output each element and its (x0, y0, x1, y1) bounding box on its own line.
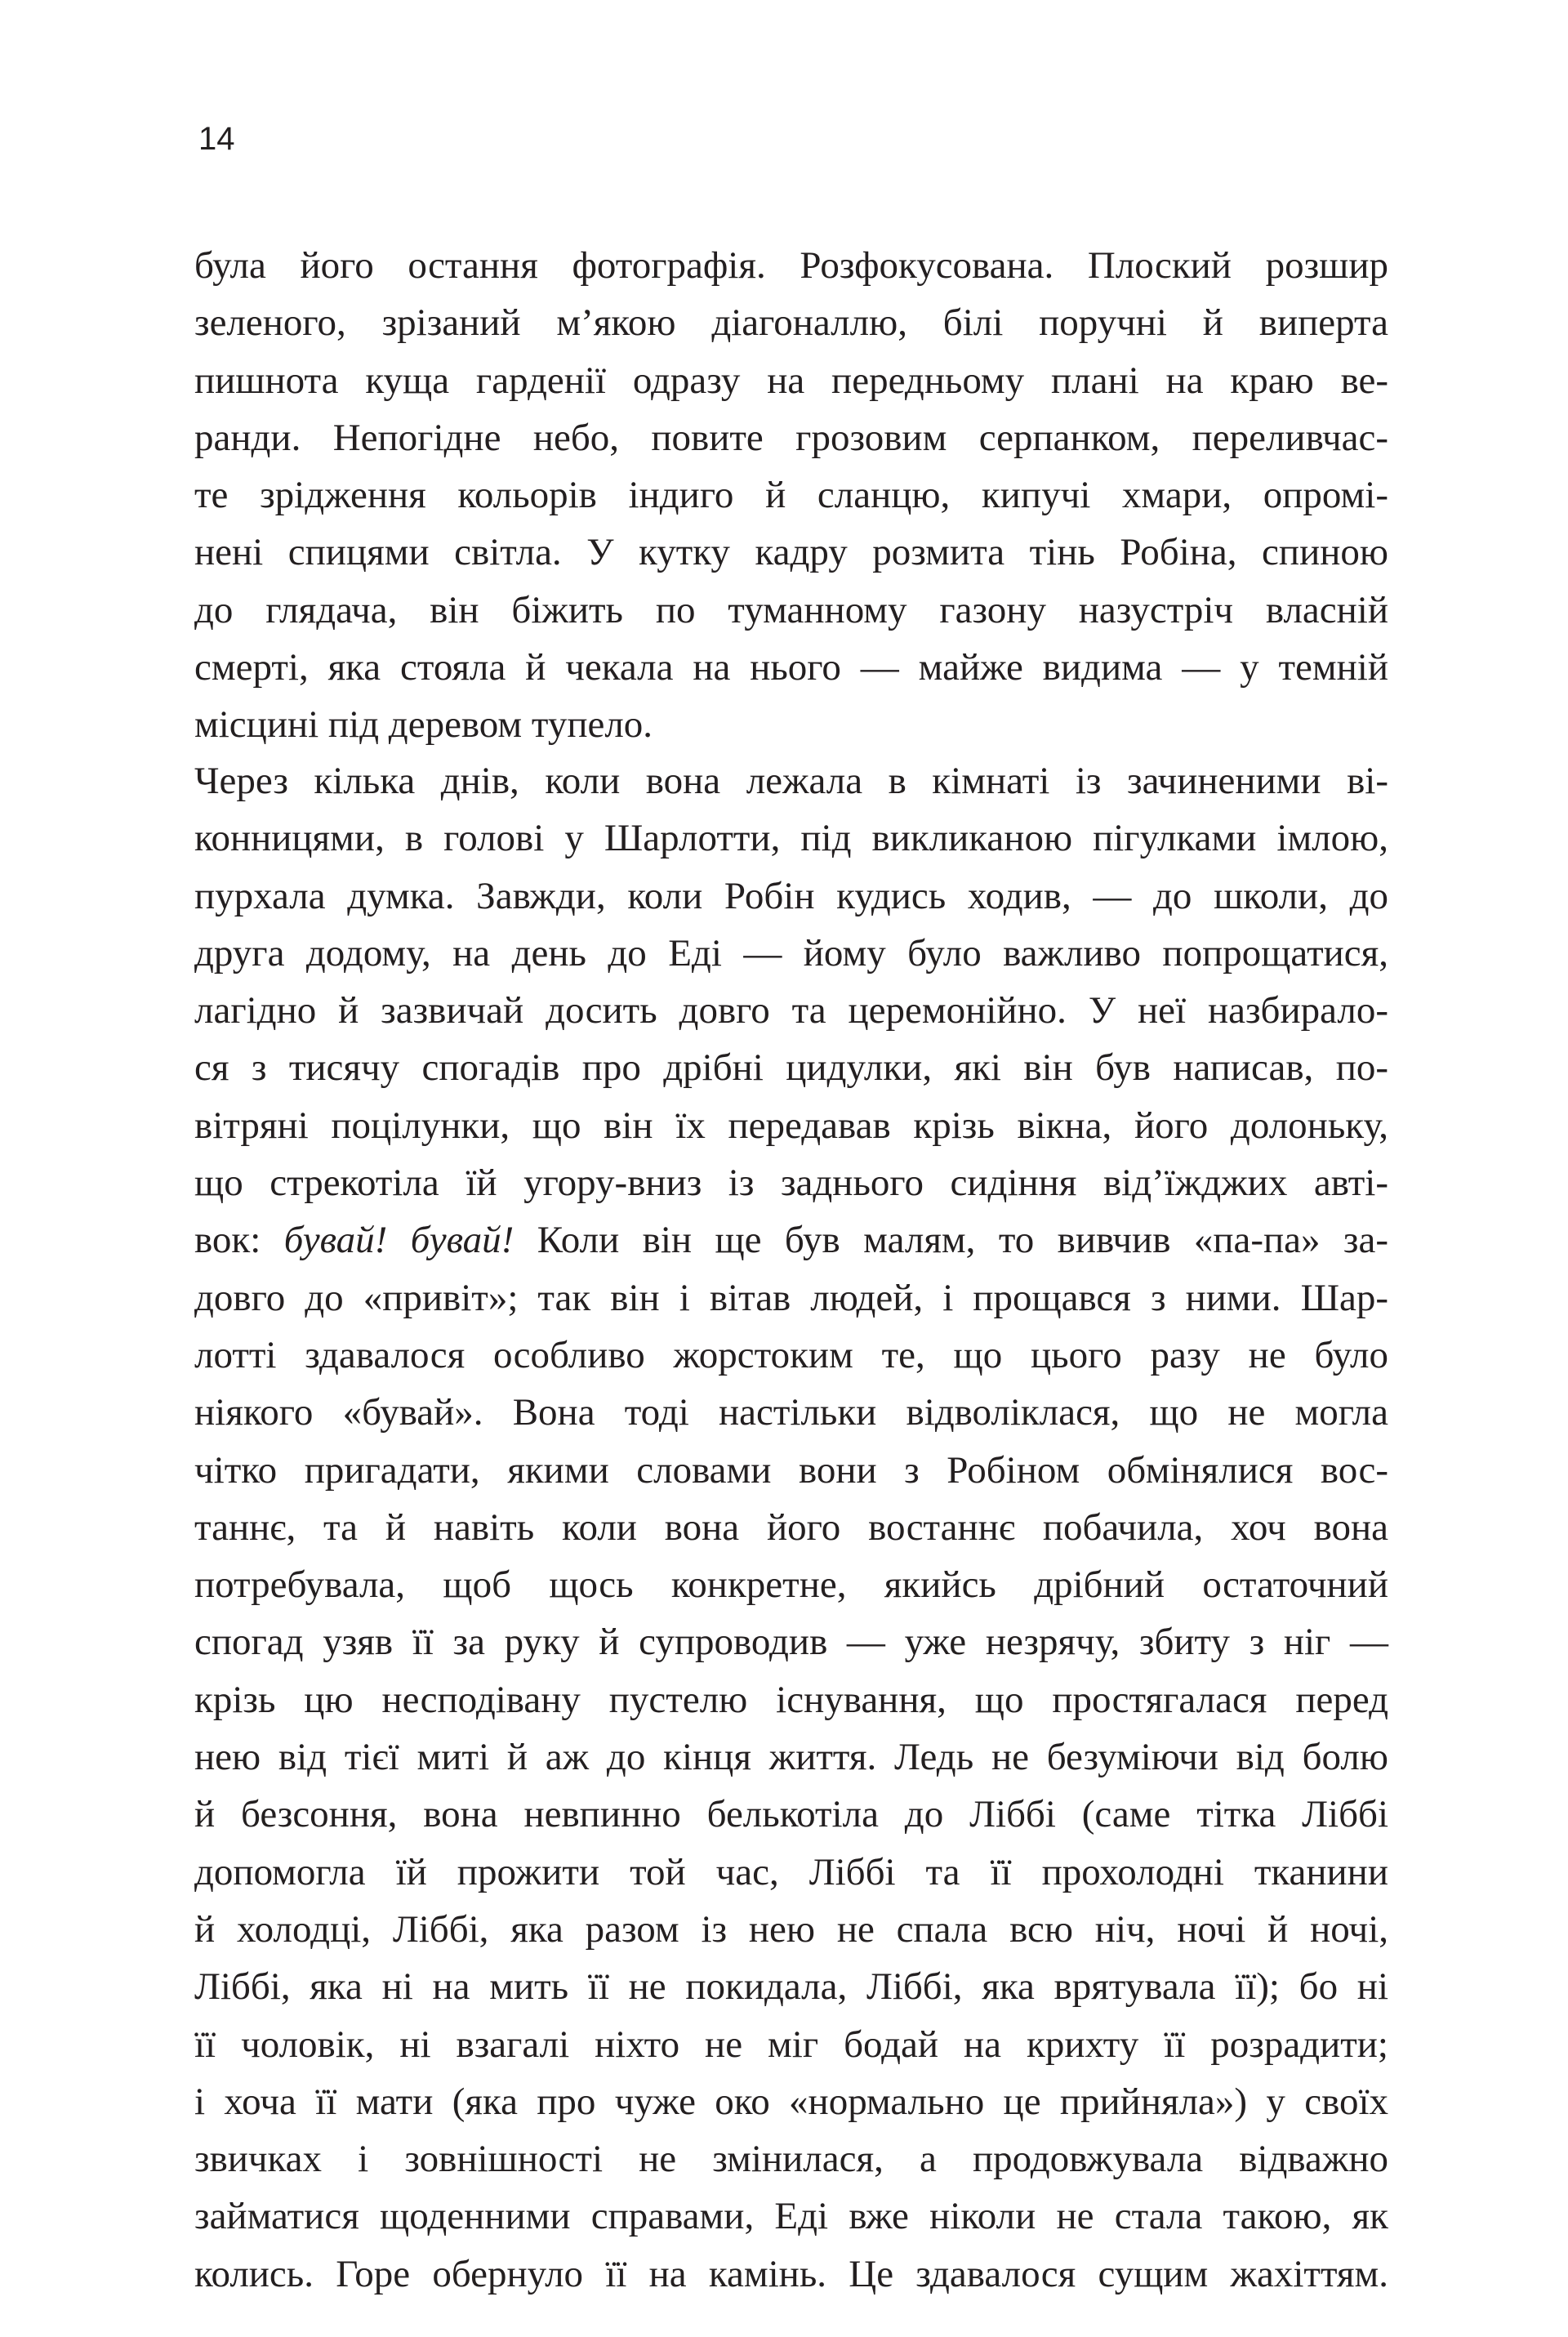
text-line (194, 1211, 1388, 1269)
text-line: зеленого, зрізаний м’якою діагоналлю, білі поручні й виперта (194, 301, 1388, 345)
text-line: колись. Горе обернуло її на камінь. Це здавалося сущим жахіттям. (194, 2252, 1388, 2295)
text-line: була його остання фотографія. Розфокусована. Плоский розшир (194, 244, 1388, 287)
text-line: таннє, та й навіть коли вона його востаннє побачила, хоч вона (194, 1505, 1388, 1549)
text-line: лагідно й зазвичай досить довго та церемонійно. У неї назбирало- (194, 989, 1388, 1032)
text-line: пишнота куща гарденії одразу на передньому плані на краю ве- (194, 359, 1388, 402)
text-line: її чоловік, ні взагалі ніхто не міг бодай на крихту її розрадити; (194, 2023, 1388, 2066)
text-line: ся з тисячу спогадів про дрібні цидулки, які він був написав, по- (194, 1046, 1388, 1090)
text-line: лотті здавалося особливо жорстоким те, що цього разу не було (194, 1333, 1388, 1376)
text-line: пурхала думка. Завжди, коли Робін кудись ходив, — до школи, до (194, 874, 1388, 917)
text-line: допомогла їй прожити той час, Ліббі та її прохолодні тканини (194, 1850, 1388, 1893)
text-line: потребувала, щоб щось конкретне, якийсь дрібний остаточний (194, 1563, 1388, 1607)
text-segment: Коли він ще був малям, то вивчив «па-па» за- (514, 1219, 1388, 1262)
text-line: друга додому, на день до Еді — йому було важливо попрощатися, (194, 931, 1388, 974)
text-line: Ліббі, яка ні на мить її не покидала, Ліббі, яка врятувала її); бо ні (194, 1965, 1388, 2009)
text-line: місцині під деревом тупело. (194, 703, 653, 747)
text-line: і хоча її мати (яка про чуже око «нормально це прийняла») у своїх (194, 2080, 1388, 2123)
text-line: й холодці, Ліббі, яка разом із нею не спала всю ніч, ночі й ночі, (194, 1907, 1388, 1951)
text-line: нею від тієї миті й аж до кінця життя. Ледь не безуміючи від болю (194, 1736, 1388, 1779)
paragraph-1 (194, 237, 1388, 754)
text-line: ранди. Непогідне небо, повите грозовим серпанком, переливчас- (194, 416, 1388, 459)
paragraph-2 (194, 752, 1388, 2303)
text-line: й безсоння, вона невпинно белькотіла до Ліббі (саме тітка Ліббі (194, 1793, 1388, 1836)
text-line: конницями, в голові у Шарлотти, під викликаною пігулками імлою, (194, 817, 1388, 860)
text-line: Через кілька днів, коли вона лежала в кімнаті із зачиненими ві- (194, 760, 1388, 802)
italic-text: бувай! бувай! (283, 1219, 514, 1262)
text-line: спогад узяв її за руку й супроводив — уже незрячу, збиту з ніг — (194, 1621, 1388, 1664)
text-line: до глядача, він біжить по туманному газону назустріч власній (194, 588, 1388, 631)
text-line: ніякого «бувай». Вона тоді настільки відволіклася, що не могла (194, 1391, 1388, 1434)
text-line: нені спицями світла. У кутку кадру розмита тінь Робіна, спиною (194, 531, 1388, 574)
text-line: займатися щоденними справами, Еді вже ніколи не стала такою, як (194, 2195, 1388, 2238)
text-segment: вок: (194, 1219, 284, 1262)
text-line: довго до «привіт»; так він і вітав людей, і прощався з ними. Шар- (194, 1276, 1388, 1319)
text-line: крізь цю несподівану пустелю існування, що простягалася перед (194, 1678, 1388, 1721)
text-line: звичках і зовнішності не змінилася, а продовжувала відважно (194, 2138, 1388, 2181)
text-line: вітряні поцілунки, що він їх передавав крізь вікна, його долоньку, (194, 1104, 1388, 1147)
text-line: чітко пригадати, якими словами вони з Робіном обмінялися вос- (194, 1448, 1388, 1492)
text-line: те зрідження кольорів індиго й сланцю, кипучі хмари, опромі- (194, 474, 1388, 517)
text-line: смерті, яка стояла й чекала на нього — майже видима — у темній (194, 646, 1388, 689)
page-number: 14 (198, 121, 235, 157)
text-line: що стрекотіла їй угору-вниз із заднього сидіння від’їжджих авті- (194, 1162, 1388, 1205)
